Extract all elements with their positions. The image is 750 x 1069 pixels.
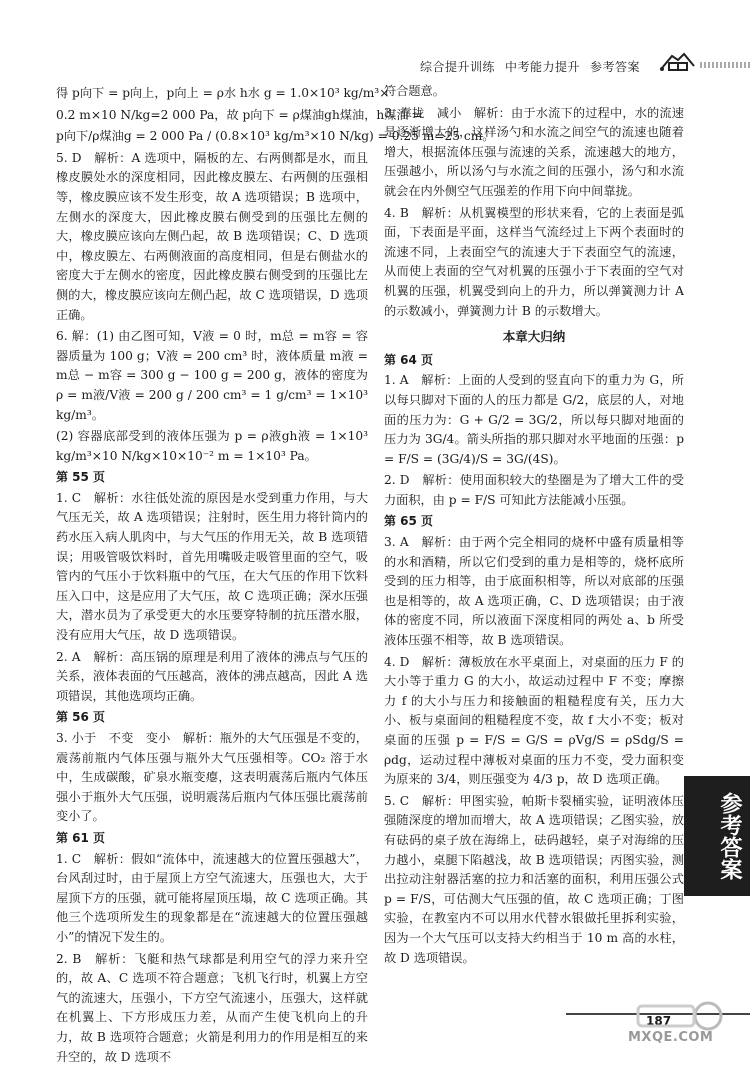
answer-paragraph: 6. 解：(1) 由乙图可知，V液 = 0 时，m总 = m容 = 容器质量为 100 g；V液 = 200 cm³ 时，液体质量 m液 = m总 − m容 = 300 g − 100 g = 200 g，液体的密度为 ρ = m液/V液 = 200 g / 200 cm³ = 1 g/cm³ = 1×10³ kg/m³。 [56,329,368,422]
answer-paragraph: 1. C 解析：水往低处流的原因是水受到重力作用，与大气压无关，故 A 选项错误；注射时，医生用力将针筒内的药水压入病人肌肉中，与大气压的作用无关，故 B 选项错误；用吸管吸饮料时，首先用嘴吸走吸管里面的空气，吸管内的气压小于饮料瓶中的气压，在大气压的作用下饮料压入口中，这是应用了大气压，故 C 选项正确；深水压强大，潜水员为了承受更大的水压要穿特制的抗压潜水服，没有应用大气压，故 D 选项错误。 [56,490,368,643]
header-text [420,58,650,75]
answer-paragraph: 2. A 解析：高压锅的原理是利用了液体的沸点与气压的关系，液体表面的气压越高，液体的沸点越高，因此 A 选项错误，其他选项均正确。 [56,649,368,703]
answer-paragraph: 4. B 解析：从机翼模型的形状来看，它的上表面是弧面，下表面是平面，这样当气流经过上下两个表面时的流速不同，上表面空气的流速大于下表面空气的流速，从而使上表面的空气对机翼的压强小于下表面的空气对机翼的压强，机翼受到向上的升力，所以弹簧测力计 A 的示数减小，弹簧测力计 B 的示数增大。 [384,205,684,318]
formula-line: 0.2 m×10 N/kg=2 000 Pa，故 p向下 = ρ煤油gh煤油，h煤油 = [56,107,423,122]
page-reference: 第 61 页 [56,830,106,845]
right-column [384,82,684,970]
header-rule [700,62,750,68]
answer-paragraph: 5. C 解析：甲图实验，帕斯卡裂桶实验，证明液体压强随深度的增加而增大，故 A 选项错误；乙图实验，放有砝码的桌子放在海绵上，砝码越轻，桌子对海绵的压力越小，桌腿下陷越浅，故 B 选项错误；丙图实验，测出拉动注射器活塞的拉力和活塞的面积，利用压强公式 p = F/S，可估测大气压强的值，故 C 选项正确；丁图实验，在教室内不可以用水代替水银做托里拆利实验，因为一个大气压可以支持大约相当于 10 m 高的水柱，故 D 选项错误。 [384,793,684,965]
formula-line: p向下/ρ煤油g = 2 000 Pa / (0.8×10³ kg/m³×10 N/kg) = 0.25 m=25 cm。 [56,129,495,144]
answer-paragraph: 2. B 解析：飞艇和热气球都是利用空气的浮力来升空的，故 A、C 选项不符合题意；飞机飞行时，机翼上方空气的流速大，压强小，下方空气流速小，压强大，这样就在机翼上、下方形成压力差，从而产生使飞机向上的升力，故 B 选项符合题意；火箭是利用力的作用是相互的来升空的，故 D 选项不 [56,951,368,1064]
answer-paragraph: 5. D 解析：A 选项中，隔板的左、右两侧都是水，而且橡皮膜处水的深度相同，因此橡皮膜左、右两侧的压强相等，橡皮膜应该不发生形变，故 A 选项错误；B 选项中，左侧水的深度大，因此橡皮膜右侧受到的压强比左侧的大，橡皮膜应该向左侧凸起，故 B 选项错误；C、D 选项中，橡皮膜左、右两侧液面的高度相同，但是右侧盐水的密度大于左侧水的密度，因此橡皮膜右侧受到的压强比左侧的大，橡皮膜应该向左侧凸起，故 C 选项错误，D 选项正确。 [56,150,368,322]
answer-paragraph: (2) 容器底部受到的液体压强为 p = ρ液gh液 = 1×10³ kg/m³×10 N/kg×10×10⁻² m = 1×10³ Pa。 [56,429,368,463]
answer-paragraph: 3. 小于 不变 变小 解析：瓶外的大气压强是不变的，震荡前瓶内气体压强与瓶外大气压强相等。CO₂ 溶于水中，生成碳酸，矿泉水瓶变瘪，这表明震荡后瓶内气体压强小于瓶外大气压强，说明震荡后瓶内气体压强比震荡前变小了。 [56,731,368,824]
formula-line: 得 p向下 = p向上，p向上 = ρ水 h水 g = 1.0×10³ kg/m³× [56,86,390,100]
answer-paragraph: 2. D 解析：使用面积较大的垫圈是为了增大工件的受力面积，由 p = F/S 可知此方法能减小压强。 [384,473,684,507]
page-header [420,48,750,78]
answer-paragraph: 符合题意。 [384,84,445,98]
header-item: 参考答案 [590,60,641,74]
header-item: 中考能力提升 [505,60,581,74]
page-reference: 第 64 页 [384,352,434,367]
section-title: 本章大归纳 [502,329,566,345]
answer-paragraph: 3. 靠拢 减小 解析：由于水流下的过程中，水的流速是逐渐增大的，这样汤勺和水流之间空气的流速也随着增大，根据流体压强与流速的关系，流速越大的地方，压强越小，所以汤勺与水流之间的压强小，汤勺和水流就会在内外侧空气压强差的作用下向中间靠拢。 [384,105,684,198]
watermark-logo-icon [598,1000,748,1032]
watermark-domain: MXQE.COM [628,1030,714,1045]
answer-paragraph: 4. D 解析：薄板放在水平桌面上，对桌面的压力 F 的大小等于重力 G 的大小，故运动过程中 F 不变；摩擦力 f 的大小与压力和接触面的粗糙程度有关，压力大小、板与桌面间的粗糙程度不变，故 f 大小不变；板对桌面的压强 p = F/S = G/S = ρVg/S = ρSdg/S = ρdg，运动过程中薄板对桌面的压力不变，受力面积变为原来的 3/4，则压强变为 4/3 p，故 D 选项正确。 [384,654,684,787]
answer-paragraph: 3. A 解析：由于两个完全相同的烧杯中盛有质量相等的水和酒精，所以它们受到的重力是相等的，烧杯底所受到的压力相等，由于底面积相等，所以对底部的压强也是相等的，故 A 选项正确，C、D 选项错误；由于液体的密度不同，所以液面下深度相同的两处 a、b 所受液体压强不相等，故 B 选项错误。 [384,535,684,648]
page-reference: 第 56 页 [56,710,106,725]
answer-paragraph: 1. A 解析：上面的人受到的竖直向下的重力为 G，所以每只脚对下面的人的压力都是 G/2，底层的人，对地面的压力为：G + G/2 = 3G/2，所以每只脚对地面的压力为 3G/4。箭头所指的那只脚对水平地面的压强：p = F/S = (3G/4)/S = 3G/(4S)。 [384,373,684,466]
watermark [598,1000,748,1048]
header-item: 综合提升训练 [420,60,496,74]
side-tab-label: 参考答案 [717,792,742,880]
book-logo-icon [658,50,698,74]
page-number: 187 [646,1014,672,1028]
answer-paragraph: 1. C 解析：假如“流体中，流速越大的位置压强越大”，台风刮过时，由于屋顶上方空气流速大，压强也大，大于屋顶下方的压强，就可能将屋顶压塌，故 C 选项正确。其他三个选项所发生的现象都是在“流速越大的位置压强越小”的情况下发生的。 [56,851,368,944]
page-reference: 第 55 页 [56,470,106,485]
answer-side-tab [684,776,750,896]
page-reference: 第 65 页 [384,514,434,529]
